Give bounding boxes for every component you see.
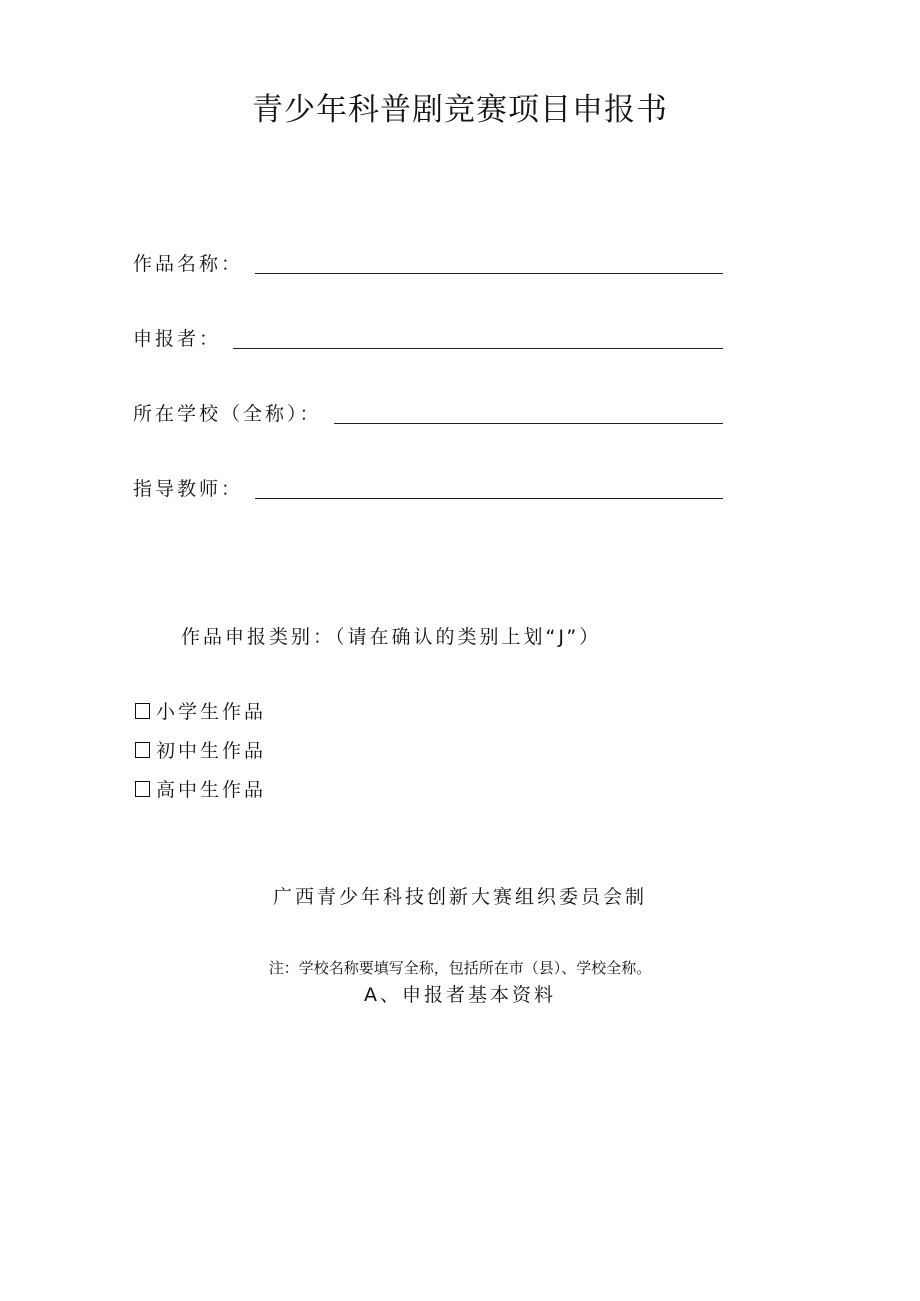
applicant-blank-line[interactable] xyxy=(233,328,723,349)
note-text: 注：学校名称要填写全称，包括所在市（县）、学校全称。 xyxy=(268,959,652,977)
field-label: 作品名称： xyxy=(133,253,244,275)
checkbox-square-icon[interactable] xyxy=(135,703,150,719)
option-senior-high[interactable] xyxy=(133,775,266,802)
option-primary-school[interactable] xyxy=(133,697,266,724)
field-row-applicant xyxy=(133,321,723,351)
school-blank-line[interactable] xyxy=(334,403,723,424)
section-heading: A、申报者基本资料 xyxy=(364,984,556,1006)
field-row-work-name xyxy=(133,246,723,276)
advisor-blank-line[interactable] xyxy=(255,478,723,499)
option-label: 小学生作品 xyxy=(156,701,267,723)
category-header: 作品申报类别：（请在确认的类别上划“J”） xyxy=(181,626,602,648)
field-label: 所在学校（全称）： xyxy=(133,403,322,425)
work-name-blank-line[interactable] xyxy=(255,253,723,274)
organizer-credit: 广西青少年科技创新大赛组织委员会制 xyxy=(272,886,647,908)
checkbox-square-icon[interactable] xyxy=(135,781,150,797)
field-row-advisor xyxy=(133,471,723,501)
option-junior-high[interactable] xyxy=(133,736,266,763)
option-label: 高中生作品 xyxy=(156,779,267,801)
option-label: 初中生作品 xyxy=(156,740,267,762)
checkbox-square-icon[interactable] xyxy=(135,742,150,758)
field-label: 指导教师： xyxy=(133,478,244,500)
field-label: 申报者： xyxy=(133,328,222,350)
page-title: 青少年科普剧竞赛项目申报书 xyxy=(252,92,668,128)
field-row-school xyxy=(133,396,723,426)
